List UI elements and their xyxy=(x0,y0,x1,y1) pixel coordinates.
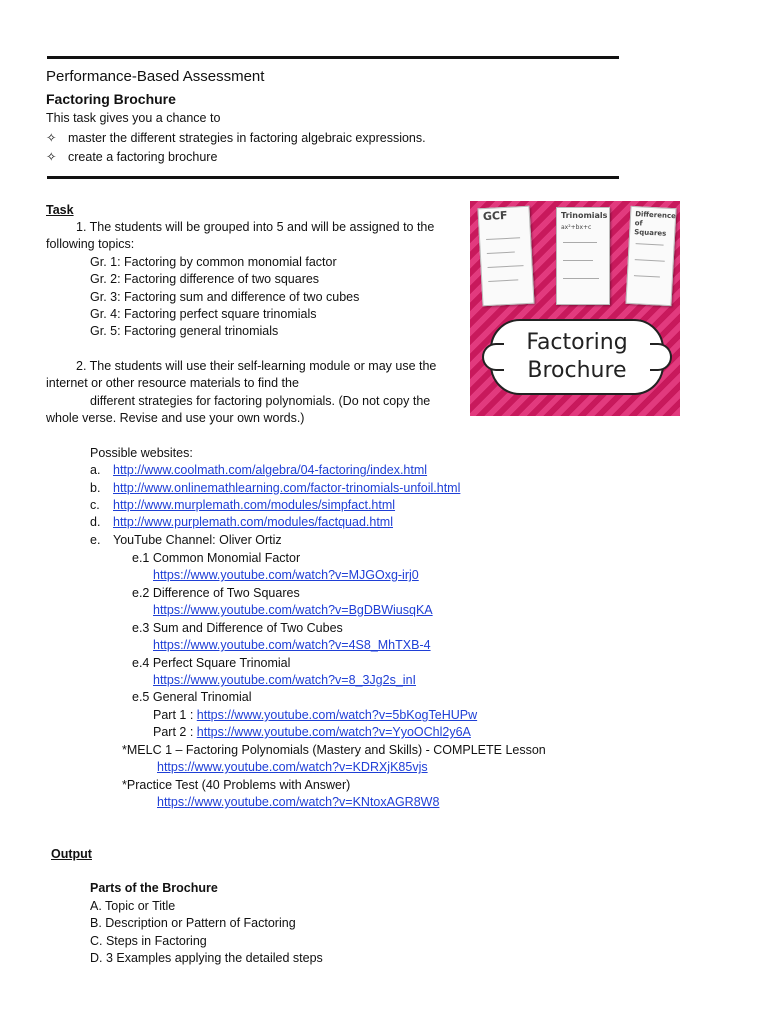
website-link[interactable]: http://www.onlinemathlearning.com/factor-trinomials-unfoil.html xyxy=(113,481,461,495)
task-item-2: 2. The students will use their self-learning module or may use the xyxy=(76,359,437,373)
panel-heading: Difference of Squares xyxy=(634,210,677,238)
part-label: Part 2 : xyxy=(153,725,197,739)
melc-label: *MELC 1 – Factoring Polynomials (Mastery and Skills) - COMPLETE Lesson xyxy=(122,743,546,757)
video-label: e.1 Common Monomial Factor xyxy=(132,551,301,565)
youtube-channel-label: YouTube Channel: Oliver Ortiz xyxy=(113,533,282,547)
factoring-brochure-image xyxy=(470,201,680,416)
goal-item xyxy=(46,130,426,147)
part-label: Part 1 : xyxy=(153,708,197,722)
task-item-2-cont: whole verse. Revise and use your own words.) xyxy=(46,411,305,425)
video-label: e.2 Difference of Two Squares xyxy=(132,586,300,600)
youtube-item xyxy=(90,532,100,549)
sparkle-icon: ✧ xyxy=(46,131,57,145)
melc-link[interactable]: https://www.youtube.com/watch?v=KDRXjK85vjs xyxy=(157,760,428,774)
goal-text: create a factoring brochure xyxy=(68,150,218,164)
list-letter: b. xyxy=(90,481,101,495)
badge-title-line: Brochure xyxy=(527,358,627,383)
video-part xyxy=(153,707,477,724)
group-item: Gr. 5: Factoring general trinomials xyxy=(90,324,279,338)
parts-heading: Parts of the Brochure xyxy=(90,881,218,895)
intro-text: This task gives you a chance to xyxy=(46,111,221,125)
video-link[interactable]: https://www.youtube.com/watch?v=8_3Jg2s_inI xyxy=(153,673,416,687)
page-subtitle: Factoring Brochure xyxy=(46,91,176,107)
panel-subheading: ax²+bx+c xyxy=(561,224,592,231)
video-label: e.5 General Trinomial xyxy=(132,690,252,704)
panel-heading: GCF xyxy=(482,208,508,224)
brochure-title-badge xyxy=(490,319,664,395)
list-letter: c. xyxy=(90,498,100,512)
video-link[interactable]: https://www.youtube.com/watch?v=YyoOChl2y6A xyxy=(196,725,471,739)
task-item-2-cont: different strategies for factoring polynomials. (Do not copy the xyxy=(90,394,431,408)
part-item: D. 3 Examples applying the detailed steps xyxy=(90,951,323,965)
brochure-panel-gcf xyxy=(477,206,534,307)
video-label: e.4 Perfect Square Trinomial xyxy=(132,656,291,670)
section-divider xyxy=(47,176,619,179)
website-link[interactable]: http://www.coolmath.com/algebra/04-factoring/index.html xyxy=(113,463,428,477)
group-item: Gr. 3: Factoring sum and difference of two cubes xyxy=(90,290,360,304)
task-item-1-cont: following topics: xyxy=(46,237,135,251)
practice-link[interactable]: https://www.youtube.com/watch?v=KNtoxAGR8W8 xyxy=(157,795,440,809)
website-item xyxy=(90,514,100,531)
video-link[interactable]: https://www.youtube.com/watch?v=BgDBWiusqKA xyxy=(153,603,433,617)
website-link[interactable]: http://www.purplemath.com/modules/factquad.html xyxy=(113,515,393,529)
page-title: Performance-Based Assessment xyxy=(46,68,265,85)
website-item xyxy=(90,480,100,497)
group-item: Gr. 4: Factoring perfect square trinomials xyxy=(90,307,317,321)
goal-item xyxy=(46,149,217,166)
video-label: e.3 Sum and Difference of Two Cubes xyxy=(132,621,343,635)
panel-heading: Trinomials xyxy=(561,211,608,220)
part-item: B. Description or Pattern of Factoring xyxy=(90,916,296,930)
websites-heading: Possible websites: xyxy=(90,446,193,460)
badge-title-line: Factoring xyxy=(526,330,628,355)
group-item: Gr. 2: Factoring difference of two squares xyxy=(90,272,320,286)
part-item: C. Steps in Factoring xyxy=(90,934,207,948)
website-link[interactable]: http://www.murplemath.com/modules/simpfact.html xyxy=(113,498,396,512)
practice-label: *Practice Test (40 Problems with Answer) xyxy=(122,778,351,792)
output-heading: Output xyxy=(51,847,92,861)
list-letter: a. xyxy=(90,463,101,477)
video-part xyxy=(153,724,471,741)
video-link[interactable]: https://www.youtube.com/watch?v=5bKogTeHUPw xyxy=(196,708,478,722)
list-letter: e. xyxy=(90,533,101,547)
goal-text: master the different strategies in factoring algebraic expressions. xyxy=(68,131,426,145)
video-link[interactable]: https://www.youtube.com/watch?v=MJGOxg-irj0 xyxy=(153,568,419,582)
task-item-2-cont: internet or other resource materials to find the xyxy=(46,376,299,390)
task-item-1: 1. The students will be grouped into 5 and will be assigned to the xyxy=(76,220,435,234)
sparkle-icon: ✧ xyxy=(46,150,57,164)
video-link[interactable]: https://www.youtube.com/watch?v=4S8_MhTXB-4 xyxy=(153,638,431,652)
top-divider xyxy=(47,56,619,59)
brochure-panel-trinomials xyxy=(556,207,610,305)
website-item xyxy=(90,497,100,514)
group-item: Gr. 1: Factoring by common monomial factor xyxy=(90,255,337,269)
task-heading: Task xyxy=(46,203,74,217)
list-letter: d. xyxy=(90,515,101,529)
brochure-panel-squares xyxy=(625,206,676,306)
website-item xyxy=(90,462,100,479)
part-item: A. Topic or Title xyxy=(90,899,176,913)
